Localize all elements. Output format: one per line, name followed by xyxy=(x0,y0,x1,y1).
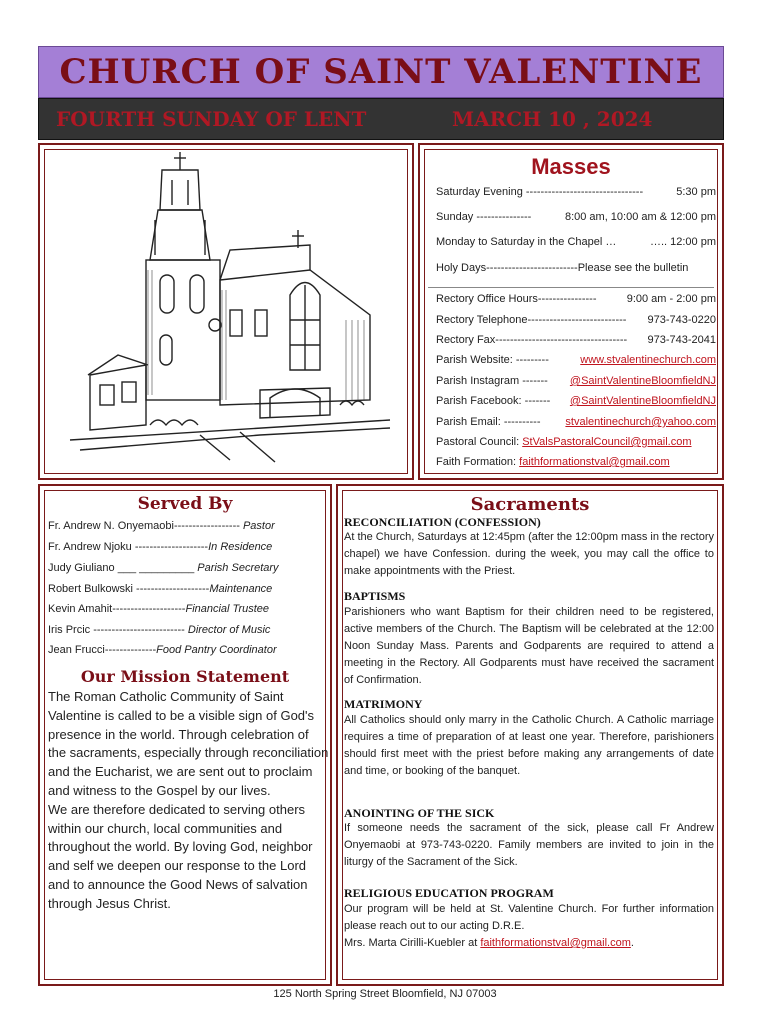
mission-paragraph: The Roman Catholic Community of Saint Valentine is called to be a visible sign of God's presence in the world. Through celebration of the sacraments, especially through reconciliation and the Eucharist, we are sent out to proclaim and witness to the Gospel by our lives. xyxy=(48,689,329,798)
sacraments-title: Sacraments xyxy=(470,494,590,515)
staff-row: Fr. Andrew Njoku --------------------In Residence xyxy=(48,541,273,553)
religious-education-email-link[interactable]: faithformationstval@gmail.com xyxy=(480,937,631,949)
reconciliation-text: At the Church, Saturdays at 12:45pm (after the 12:00pm mass in the rectory chapel) we have Confession. during the week, you may call the office to make appointments with the Priest. xyxy=(344,531,714,577)
mass-weekday: Monday to Saturday in the Chapel … ….. 12:00 pm xyxy=(436,236,716,248)
masses-divider xyxy=(428,287,714,288)
pastoral-council-link[interactable]: StValsPastoralCouncil@gmail.com xyxy=(522,436,692,448)
religious-education-heading: RELIGIOUS EDUCATION PROGRAM xyxy=(344,886,554,900)
baptisms-heading: BAPTISMS xyxy=(344,589,406,603)
parish-facebook: Parish Facebook: ------- @SaintValentineBloomfieldNJ xyxy=(436,395,716,407)
parish-address: 125 North Spring Street Bloomfield, NJ 07003 xyxy=(273,988,497,1000)
staff-row: Iris Prcic ------------------------- Director of Music xyxy=(48,624,271,636)
parish-instagram: Parish Instagram ------- @SaintValentineBloomfieldNJ xyxy=(436,375,716,387)
mass-holy-days: Holy Days-------------------------Please see the bulletin xyxy=(436,262,689,274)
staff-row: Judy Giuliano ___ _________ Parish Secretary xyxy=(48,562,279,574)
faith-formation: Faith Formation: faithformationstval@gmail.com xyxy=(436,456,670,468)
masses-title: Masses xyxy=(531,154,611,179)
parish-website: Parish Website: --------- www.stvalentinechurch.com xyxy=(436,354,716,366)
mission-statement xyxy=(48,688,330,914)
baptisms-text: Parishioners who want Baptism for their children need to be registered, active members of the Church. The Baptism will be celebrated at the 12:00 Noon Sunday Mass. Parents and Godparents are required to attend a meeting in the Rectory. All Godparents must have received the sacrament of Confirmation. xyxy=(344,606,714,686)
rectory-telephone: Rectory Telephone--------------------------- 973-743-0220 xyxy=(436,314,716,326)
faith-formation-link[interactable]: faithformationstval@gmail.com xyxy=(519,456,670,468)
religious-education-contact: Mrs. Marta Cirilli-Kuebler at faithformationstval@gmail.com. xyxy=(344,937,634,949)
matrimony-text: All Catholics should only marry in the Catholic Church. A Catholic marriage requires a time of preparation of at least one year. Therefore, parishioners should first meet with the priest before making any arrangements of date and time, or booking of the banquet. xyxy=(344,714,714,777)
matrimony-heading: MATRIMONY xyxy=(344,697,423,711)
parish-website-link[interactable]: www.stvalentinechurch.com xyxy=(580,354,716,366)
parish-email-link[interactable]: stvalentinechurch@yahoo.com xyxy=(565,416,716,428)
staff-row: Kevin Amahit--------------------Financial Trustee xyxy=(48,603,270,615)
reconciliation-heading: RECONCILIATION (CONFESSION) xyxy=(344,515,541,529)
religious-education-text xyxy=(344,901,714,952)
page-title: CHURCH OF SAINT VALENTINE xyxy=(59,52,703,92)
mission-paragraph: We are therefore dedicated to serving others within our church, local communities and throughout the world. By loving God, neighbor and self we deepen our response to the Lord and to announce the Good News of salvation through Jesus Christ. xyxy=(48,801,313,911)
religious-education-info: Our program will be held at St. Valentine Church. For further information please reach out to our acting D.R.E. xyxy=(344,903,714,932)
parish-email: Parish Email: ---------- stvalentinechurch@yahoo.com xyxy=(436,416,716,428)
church-building-illustration xyxy=(60,150,400,470)
pastoral-council: Pastoral Council: StValsPastoralCouncil@gmail.com xyxy=(436,436,692,448)
mass-sunday: Sunday --------------- 8:00 am, 10:00 am & 12:00 pm xyxy=(436,211,716,223)
parish-instagram-link[interactable]: @SaintValentineBloomfieldNJ xyxy=(569,375,716,387)
liturgical-day: FOURTH SUNDAY OF LENT xyxy=(56,107,367,131)
mass-saturday: Saturday Evening -------------------------------- 5:30 pm xyxy=(436,186,716,198)
staff-row: Robert Bulkowski --------------------Maintenance xyxy=(48,583,273,595)
anointing-heading: ANOINTING OF THE SICK xyxy=(344,806,495,820)
parish-facebook-link[interactable]: @SaintValentineBloomfieldNJ xyxy=(569,395,716,407)
anointing-text: If someone needs the sacrament of the sick, please call Fr Andrew Onyemaobi at 973-743-0220. Family members are invited to join in the liturgy of the Sacrament of the Sick. xyxy=(344,822,714,868)
staff-row: Fr. Andrew N. Onyemaobi------------------ Pastor xyxy=(48,520,275,532)
rectory-fax: Rectory Fax------------------------------------ 973-743-2041 xyxy=(436,334,716,346)
staff-row: Jean Frucci--------------Food Pantry Coordinator xyxy=(48,644,277,656)
mission-title: Our Mission Statement xyxy=(80,667,290,686)
bulletin-date: MARCH 10 , 2024 xyxy=(452,107,653,131)
served-by-title: Served By xyxy=(137,494,233,514)
rectory-hours: Rectory Office Hours---------------- 9:00 am - 2:00 pm xyxy=(436,293,716,305)
